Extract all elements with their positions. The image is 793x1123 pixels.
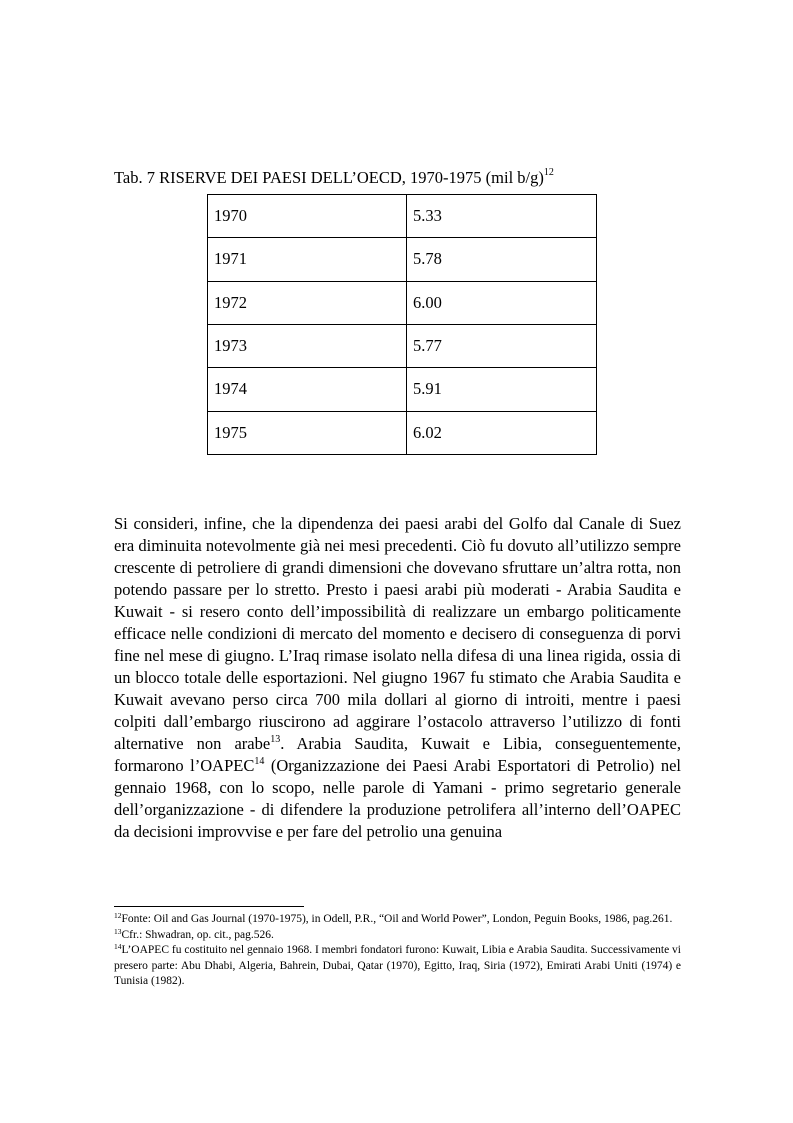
value-cell: 5.33 [407, 195, 597, 238]
footnotes [114, 912, 681, 990]
table-row [208, 195, 597, 238]
body-text-part2: . Arabia Saudita, Kuwait e Libia, conseguentemente, formarono l’OAPEC [114, 734, 682, 775]
footnote-number: 12 [114, 911, 122, 920]
footnote-divider [114, 906, 304, 907]
value-cell: 5.77 [407, 324, 597, 367]
table-caption-text: Tab. 7 RISERVE DEI PAESI DELL’OECD, 1970-1975 (mil b/g) [114, 168, 544, 187]
table-row [208, 238, 597, 281]
footnote-14 [114, 943, 681, 990]
table-caption [114, 168, 554, 188]
body-text-part3: (Organizzazione dei Paesi Arabi Esportatori di Petrolio) nel gennaio 1968, con lo scopo, nelle parole di Yamani - primo segretario generale dell’organizzazione - di difendere la produzione petrolifera all’interno dell’OAPEC da decisioni improvvise e per fare del petrolio una genuina [114, 756, 681, 841]
body-text-part1: Si consideri, infine, che la dipendenza dei paesi arabi del Golfo dal Canale di Suez era diminuita notevolmente già nei mesi precedenti. Ciò fu dovuto all’utilizzo sempre crescente di petroliere di grandi dimensioni che dovevano sfruttare un’altra rotta, non potendo passare per lo stretto. Presto i paesi arabi più moderati - Arabia Saudita e Kuwait - si resero conto dell’impossibilità di realizzare un embargo politicamente efficace nelle condizioni di mercato del momento e decisero di conseguenza di porvi fine nel mese di giugno. L’Iraq rimase isolato nella difesa di una linea rigida, ossia di un blocco totale delle esportazioni. Nel giugno 1967 fu stimato che Arabia Saudita e Kuwait avevano perso circa 700 mila dollari al giorno di introiti, mentre i paesi colpiti dall’embargo riuscirono ad aggirare l’ostacolo attraverso l’utilizzo di fonti alternative non arabe [114, 514, 681, 753]
value-cell: 6.02 [407, 411, 597, 454]
year-cell: 1974 [208, 368, 407, 411]
table-row [208, 411, 597, 454]
year-cell: 1975 [208, 411, 407, 454]
value-cell: 6.00 [407, 281, 597, 324]
body-paragraph [114, 513, 681, 843]
table-row [208, 368, 597, 411]
footnote-text: L’OAPEC fu costituito nel gennaio 1968. I membri fondatori furono: Kuwait, Libia e Arabia Saudita. Successivamente vi presero parte: Abu Dhabi, Algeria, Bahrein, Dubai, Qatar (1970), Egitto, Iraq, Siria (1972), Emirati Arabi Uniti (1974) e Tunisia (1982). [114, 944, 681, 987]
value-cell: 5.91 [407, 368, 597, 411]
footnote-text: Fonte: Oil and Gas Journal (1970-1975), in Odell, P.R., “Oil and World Power”, London, Peguin Books, 1986, pag.261. [121, 913, 673, 925]
year-cell: 1973 [208, 324, 407, 367]
footnote-ref-13[interactable]: 13 [270, 734, 281, 745]
footnote-number: 14 [114, 942, 122, 951]
footnote-text: Cfr.: Shwadran, op. cit., pag.526. [121, 928, 274, 941]
footnote-13 [114, 928, 681, 944]
year-cell: 1972 [208, 281, 407, 324]
year-cell: 1970 [208, 195, 407, 238]
footnote-ref-12[interactable]: 12 [543, 167, 554, 178]
footnote-12 [114, 912, 681, 928]
reserves-table [207, 194, 597, 455]
value-cell: 5.78 [407, 238, 597, 281]
footnote-ref-14[interactable]: 14 [254, 756, 265, 767]
table-row [208, 324, 597, 367]
year-cell: 1971 [208, 238, 407, 281]
table-row [208, 281, 597, 324]
footnote-number: 13 [114, 926, 122, 936]
